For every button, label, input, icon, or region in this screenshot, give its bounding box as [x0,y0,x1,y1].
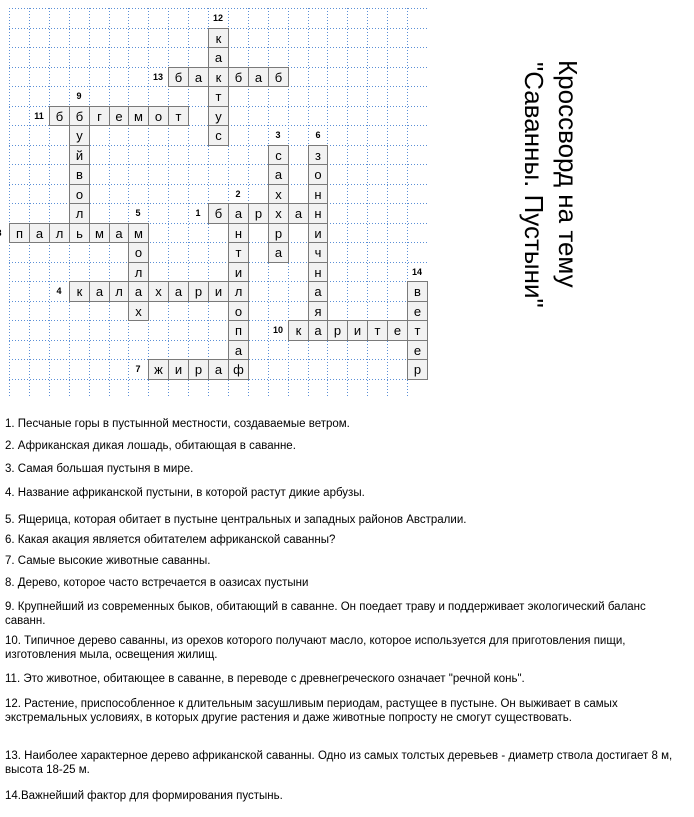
clue-11: 11. Это животное, обитающее в саванне, в переводе с древнегреческого означает "речной конь". [5,673,525,685]
crossword-cell: в [407,281,428,302]
crossword-cell: а [168,281,189,302]
clue-number-11: 11 [34,111,44,121]
clue-number-9: 9 [76,91,82,101]
clue-5: 5. Ящерица, которая обитает в пустыне центральных и западных районов Австралии. [5,514,467,526]
crossword-cell: р [248,203,269,224]
clue-13: 13. Наиболее характерное дерево африканской саванны. Одно из самых толстых деревьев - диаметр ствола достигает 8 м, высота 18-25 м. [5,750,673,776]
crossword-cell: а [308,281,328,302]
clue-1: 1. Песчаные горы в пустынной местности, создаваемые ветром. [5,418,350,430]
crossword-cell: а [208,359,229,380]
crossword-cell: б [228,67,249,87]
crossword-cell: л [109,281,129,302]
crossword-cell: у [208,106,229,126]
clue-3: 3. Самая большая пустыня в мире. [5,463,194,475]
crossword-title [455,60,675,350]
crossword-cell: о [228,301,249,321]
crossword-cell: х [148,281,169,302]
crossword-cell: о [128,242,149,263]
crossword-cell: б [49,106,70,126]
crossword-cell: з [308,145,328,165]
crossword-cell: й [69,145,90,165]
clue-number-5: 5 [135,208,141,218]
crossword-cell: л [49,223,70,243]
clue-8: 8. Дерево, которое часто встречается в оазисах пустыни [5,577,309,589]
crossword-cell: х [268,203,289,224]
crossword-cell: л [69,203,90,224]
crossword-cell: а [29,223,50,243]
crossword-cell: с [268,145,289,165]
crossword-cell: н [308,184,328,204]
clue-number-2: 2 [235,189,241,199]
title-line-1: Кроссворд на тему [553,60,583,288]
crossword-cell: м [89,223,110,243]
crossword-cell: б [168,67,189,87]
crossword-cell: л [228,281,249,302]
crossword-cell: м [128,223,149,243]
crossword-cell: е [407,301,428,321]
clue-number-12: 12 [212,13,223,23]
crossword-cell: р [407,359,428,380]
crossword-cell: а [89,281,110,302]
crossword-cell: р [188,281,209,302]
clue-2: 2. Африканская дикая лошадь, обитающая в саванне. [5,440,296,452]
crossword-cell: и [168,359,189,380]
crossword-cell: ч [308,242,328,263]
crossword-cell: р [327,320,348,341]
crossword-cell: к [288,320,309,341]
crossword-cell: т [168,106,189,126]
crossword-cell: р [188,359,209,380]
clue-number-10: 10 [272,325,283,335]
crossword-cell: б [69,106,90,126]
crossword-cell: р [268,223,289,243]
crossword-cell: м [128,106,149,126]
title-line-2: "Саванны. Пустыни" [519,62,549,308]
crossword-cell: л [128,262,149,282]
clue-7: 7. Самые высокие животные саванны. [5,555,211,567]
crossword-cell: б [208,203,229,224]
crossword-cell: к [208,28,229,48]
crossword-cell: н [228,223,249,243]
crossword-cell: ь [69,223,90,243]
crossword-cell: т [228,242,249,263]
crossword-cell: а [308,320,328,341]
clue-10: 10. Типичное дерево саванны, из орехов которого получают масло, которое используется для приготовления пищи, изготовления мыла, освещения жилищ. [5,635,626,661]
crossword-cell: о [308,164,328,185]
crossword-cell: к [69,281,90,302]
crossword-cells [9,8,427,398]
clue-number-1: 1 [195,208,201,218]
crossword-cell: е [407,340,428,360]
crossword-cell: с [208,125,229,146]
crossword-cell: а [268,242,289,263]
crossword-cell: б [268,67,289,87]
clue-number-6: 6 [315,130,321,140]
crossword-cell: ф [228,359,249,380]
crossword-grid [9,8,427,398]
crossword-cell: а [228,340,249,360]
crossword-cell: е [109,106,129,126]
clue-9: 9. Крупнейший из современных быков, обитающий в саванне. Он поедает траву и поддерживает экологический баланс саванн. [5,601,646,627]
crossword-cell: х [268,184,289,204]
crossword-cell: к [208,67,229,87]
crossword-cell: о [148,106,169,126]
crossword-cell: я [308,301,328,321]
crossword-cell: и [347,320,368,341]
crossword-cell: и [228,262,249,282]
crossword-cell: а [288,203,309,224]
crossword-cell: у [69,125,90,146]
crossword-cell: а [208,47,229,68]
crossword-cell: н [308,262,328,282]
crossword-cell: и [308,223,328,243]
crossword-cell: и [208,281,229,302]
crossword-cell: в [69,164,90,185]
clue-4: 4. Название африканской пустыни, в которой растут дикие арбузы. [5,487,365,499]
clue-number-4: 4 [56,286,62,296]
crossword-cell: н [308,203,328,224]
crossword-cell: о [69,184,90,204]
crossword-cell: т [208,86,229,107]
crossword-cell: е [387,320,408,341]
crossword-cell: а [109,223,129,243]
crossword-cell: п [228,320,249,341]
crossword-cell: т [367,320,388,341]
crossword-cell: а [128,281,149,302]
crossword-cell: т [407,320,428,341]
crossword-cell: х [128,301,149,321]
crossword-cell: а [188,67,209,87]
crossword-cell: п [9,223,30,243]
crossword-cell: а [268,164,289,185]
clue-number-3: 3 [275,130,281,140]
clue-number-8 [0,223,9,243]
clue-number-14: 14 [411,267,422,277]
crossword-cell: а [248,67,269,87]
crossword-cell: г [89,106,110,126]
clue-number-13: 13 [152,72,163,82]
clue-12: 12. Растение, приспособленное к длительным засушливым периодам, растущее в пустыне. Он выживает в самых экстремальных условиях, в которых другие растения и даже животные попросту не смогут существовать. [5,698,618,724]
crossword-cell: а [228,203,249,224]
clue-6: 6. Какая акация является обитателем африканской саванны? [5,534,336,546]
clue-14: 14.Важнейший фактор для формирования пустынь. [5,790,283,802]
clue-number-7: 7 [135,364,141,374]
crossword-cell: ж [148,359,169,380]
